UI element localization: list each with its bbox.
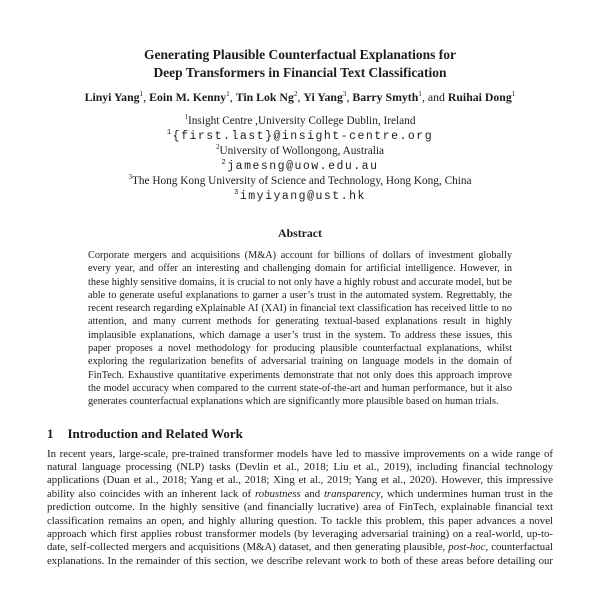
author-affiliation-superscript: 1 bbox=[226, 89, 230, 99]
text-segment-italic: robustness bbox=[254, 487, 301, 500]
section-title: Introduction and Related Work bbox=[67, 425, 243, 441]
affiliation-line bbox=[0, 144, 600, 159]
author-affiliation-superscript: 1 bbox=[418, 89, 422, 99]
author-name: Tin Lok Ng bbox=[235, 90, 294, 104]
affiliation-text: The Hong Kong University of Science and Technology, Hong Kong, China bbox=[131, 175, 472, 187]
author-name: Ruihai Dong bbox=[447, 90, 512, 104]
section-heading bbox=[47, 426, 600, 442]
author-name: Barry Smyth bbox=[352, 90, 419, 104]
affiliation-email-text: {first.last}@insight-centre.org bbox=[172, 130, 434, 143]
author-affiliation-superscript: 3 bbox=[342, 89, 347, 99]
affiliation-superscript: 2 bbox=[215, 143, 220, 152]
paper-title-line-2: Deep Transformers in Financial Text Classification bbox=[153, 65, 447, 80]
text-segment: In recent years, large-scale, pre-trained transformer models have led to massive improvements on a wide range of natural language processing (NLP) tasks (Devlin et al., 2018; Liu et al., 2019), including financial technology applications (Duan et al., 2018; Yang et al., 2018; Xing et al., 2019; Yang et al., 2020). However, this impressive ability also coincides with an inherent lack of bbox=[47, 447, 553, 500]
author-separator: , bbox=[229, 90, 236, 104]
author-separator: , and bbox=[421, 90, 448, 104]
author-separator: , bbox=[346, 90, 353, 104]
text-segment: and bbox=[300, 487, 324, 500]
affiliation-superscript: 1 bbox=[166, 129, 173, 138]
paper-title bbox=[0, 46, 600, 82]
author-name: Yi Yang bbox=[303, 90, 343, 104]
affiliation-email bbox=[0, 159, 600, 174]
affiliation-text: University of Wollongong, Australia bbox=[219, 145, 385, 157]
abstract-text: Corporate mergers and acquisitions (M&A) account for billions of dollars of investment globally every year, and offer an interesting and challenging domain for artificial intelligence. However, in these highly sensitive domains, it is crucial to not only have a highly robust and accurate model, but be able to generate useful explanations to garner a user’s trust in the automated system. Regrettably, the recent research regarding eXplainable AI (XAI) in financial text classification has received little to no attention, and many current methods for generating textual-based explanations result in highly implausible explanations, which damage a user’s trust in the system. To address these issues, this paper proposes a novel methodology for producing plausible counterfactual explanations, whilst exploring the regularization benefits of adversarial training on language models in the domain of FinTech. Exhaustive quantitative experiments demonstrate that not only does this approach improve the model accuracy when compared to the current state-of-the-art and human performance, but it also generates counterfactual explanations which are significantly more plausible based on human trials. bbox=[88, 250, 512, 408]
affiliation-superscript: 3 bbox=[128, 173, 132, 182]
affiliation-email-text: jamesng@uow.edu.au bbox=[227, 160, 379, 173]
affiliation-email bbox=[0, 189, 600, 204]
author-separator: , bbox=[297, 90, 304, 104]
affiliation-text: Insight Centre ,University College Dublin, Ireland bbox=[188, 115, 416, 127]
text-segment-italic: transparency bbox=[323, 487, 381, 500]
section-number: 1 bbox=[47, 425, 54, 441]
affiliation-email bbox=[0, 129, 600, 144]
authors-line bbox=[0, 90, 600, 105]
affiliation-superscript: 3 bbox=[234, 189, 240, 198]
affiliation-line bbox=[0, 114, 600, 129]
text-segment: , counterfactual explanations. In the remainder of this section, we describe relevant work to both of these areas before detailing our bbox=[47, 541, 553, 567]
text-segment: , which undermines human trust in the prediction outcome. In the highly sensitive (and financially lucrative) area of FinTech, explainable financial text classification remains an open, and highly alluring question. To tackle this problem, this paper advances a novel approach which first applies robust transformer models (by leveraging adversarial training) on a real-world, up-to-date, self-collected mergers and acquisitions (M&A) dataset, and then generating plausible, bbox=[47, 487, 553, 554]
affiliation-superscript: 1 bbox=[184, 113, 189, 122]
author-affiliation-superscript: 2 bbox=[293, 89, 298, 99]
affiliations-block bbox=[0, 114, 600, 204]
author-affiliation-superscript: 1 bbox=[139, 89, 144, 99]
abstract-heading: Abstract bbox=[278, 226, 322, 240]
author-name: Linyi Yang bbox=[84, 90, 140, 104]
affiliation-superscript: 2 bbox=[221, 159, 228, 168]
author-separator: , bbox=[143, 90, 150, 104]
author-affiliation-superscript: 1 bbox=[511, 89, 516, 99]
paper-title-line-1: Generating Plausible Counterfactual Explanations for bbox=[143, 47, 456, 62]
author-name: Eoin M. Kenny bbox=[149, 90, 227, 104]
affiliation-email-text: imyiyang@ust.hk bbox=[239, 190, 366, 203]
intro-paragraph bbox=[47, 448, 553, 569]
affiliation-line bbox=[0, 174, 600, 189]
text-segment-italic: post-hoc bbox=[448, 541, 486, 554]
